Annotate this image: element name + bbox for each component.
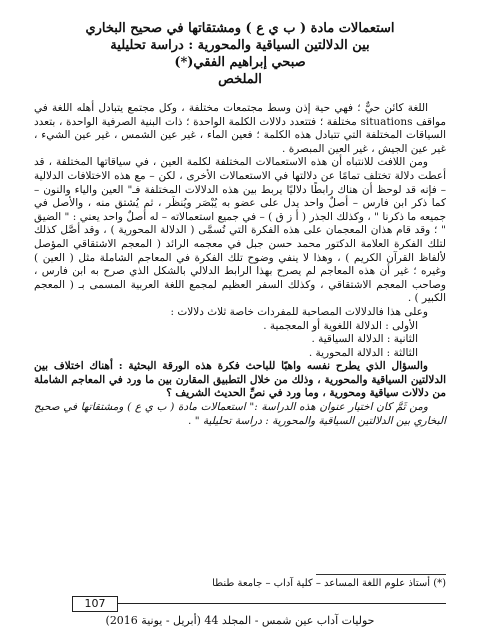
title-line-2: بين الدلالتين السياقية والمحورية : دراسة تحليلية (110, 38, 370, 53)
journal-footer: حوليات آداب عين شمس - المجلد 44 (أبريل - يونية 2016) (105, 614, 375, 627)
paragraph-1: اللغة كائن حيٌّ ؛ فهي حية إذن وسط مجتمعات مختلفة ، وكل مجتمع يتبادل أهله اللغة في مواقف situations مختلفة ؛ فتتعدد دلالات الكلمة الواحدة ؛ ذات البنية الصرفية الواحدة ، بتعدد السياقات المختلفة التي تتبادل هذه الكلمة ؛ فعين الماء ، غير عين الشمس ، غير عين الشيء ، غير عين الجيش ، غير العين المبصرة . (34, 102, 446, 155)
author-name: صبحي إبراهيم الفقي(*) (174, 55, 306, 70)
semantic-list (34, 320, 446, 361)
list-item: الثالثة : الدلالة المحورية . (308, 346, 418, 359)
list-item: الثانية : الدلالة السياقية . (311, 333, 418, 346)
page-rule (118, 603, 446, 604)
footnote: (*) أستاذ علوم اللغة المساعد – كلية آداب – جامعة طنطا (212, 578, 446, 589)
title-line-1: استعمالات مادة ( ب ي ع ) ومشتقاتها في صحيح البخاري (85, 21, 395, 36)
list-item: الأولى : الدلالة اللغوية أو المعجمية . (263, 319, 418, 332)
title-block (40, 20, 440, 88)
paragraph-3: وعلى هذا فالدلالات المصاحبة للمفردات خاصة ثلاث دلالات : (170, 305, 428, 318)
study-title-paragraph: ومن ثَمَّ كان اختيار عنوان هذه الدراسة :" استعمالات مادة ( ب ي ع ) ومشتقاتها في صحيح البخاري بين الدلالتين السياقية والمحورية : دراسة تحليلية " . (34, 401, 446, 427)
abstract-body (34, 102, 446, 428)
footnote-divider (316, 574, 446, 575)
abstract-heading: الملخص (218, 72, 262, 87)
research-question: والسؤال الذي يطرح نفسه واهبًا للباحث فكرة هذه الورقة البحثية : أهناك اختلاف بين الدلالتين السياقية والمحورية ، وذلك من خلال التطبيق المقارن بين ما ورد في المعاجم الشاملة من دلالات سياقية ومحورية ، وما ورد في نصِّ الحديث الشريف ؟ (34, 360, 446, 400)
page-number: 107 (72, 596, 118, 612)
paragraph-2: ومن اللافت للانتباه أن هذه الاستعمالات المختلفة لكلمة العين ، في سياقاتها المختلفة ، قد أعطت دلالة تختلف تمامًا عن دلالتها في الاستعمالات الأخرى ، لكن – مع هذه الاختلافات الدلالية – فإنه قد لوحظ أن هناك رابطًا دلاليًا يربط بين هذه الدلالات المختلفة فـ" العين والياء والنون – كما ذكر ابن فارس – أصلٌ واحد يدل على عضو به يُبْصَر ويُنظَر ، ثم يُشتق منه ، والأصل في جميعه ما ذكرنا " ، وكذلك الجذر ( أ ز ق ) – في جميع استعمالاته – له أصلٌ واحد يعني : " الضيق " ؛ وقد قام هذان المعجمان على هذه الفكرة التي تُسمَّى ( الدلالة المحورية ) ، وقد أصَّل كذلك لتلك الفكرة العلامة الدكتور محمد حسن جبل في معجمه الرائد ( المعجم الاشتقاقي المؤصل لألفاظ القرآن الكريم ) ، وهذا لا ينفي وضوح تلك الفكرة في المعاجم الشاملة مثل ( العين ) وغيره ؛ غير أن هذه المعاجم لم يصرح بهذا الرابط الدلالي بالشكل الذي صرح به ابن فارس ، وصاحب المعجم الاشتقاقي ، وكذلك السفر العظيم لمجمع اللغة العربية المسمى بـ ( المعجم الكبير ) . (34, 156, 446, 305)
